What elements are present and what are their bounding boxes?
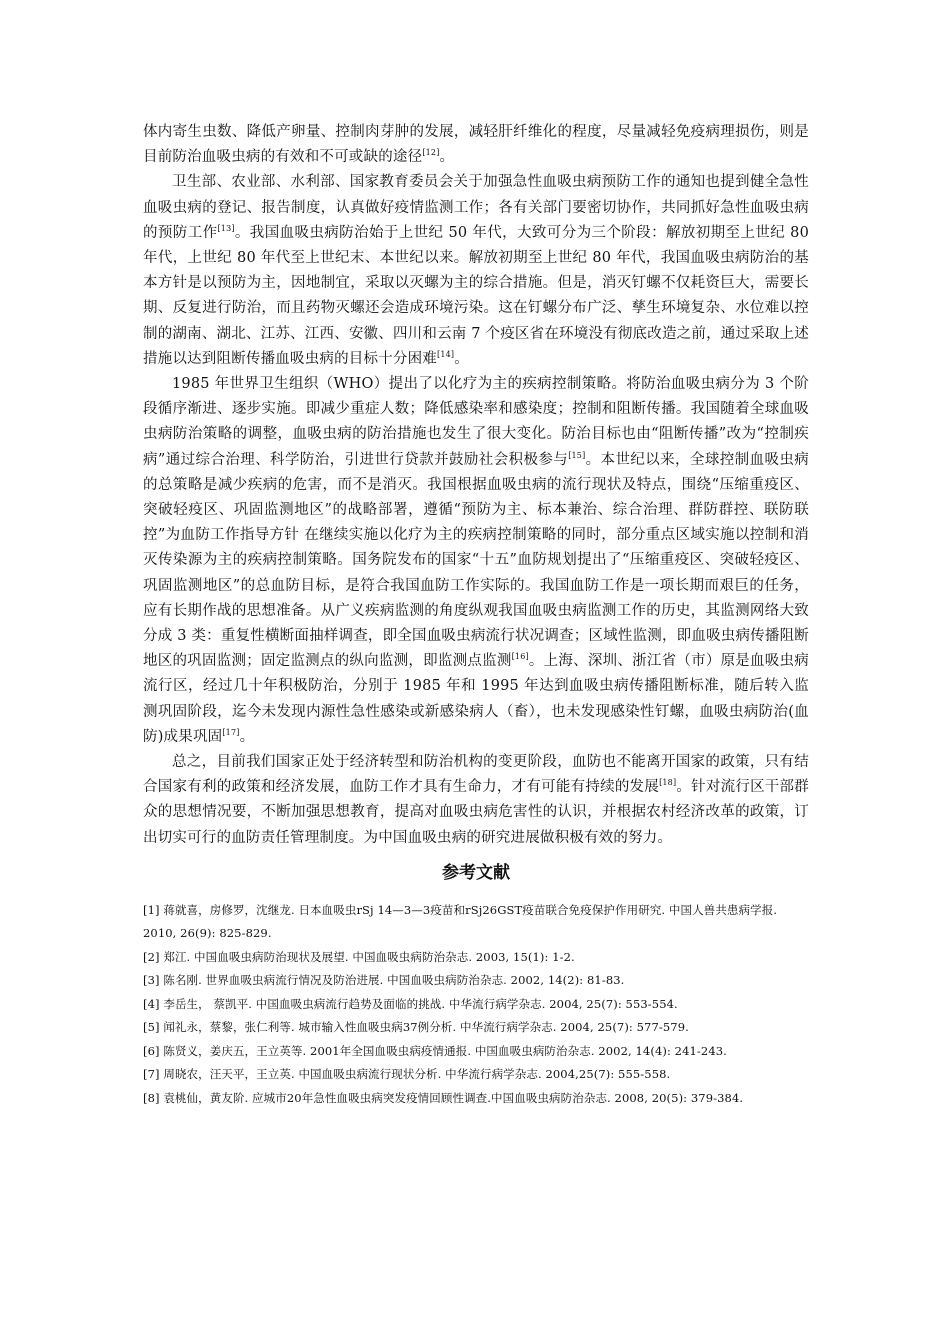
paragraph-text: 。我国血吸虫病防治始于上世纪 50 年代，大致可分为三个阶段：解放初期至上世纪 80 年代，上世纪 80 年代至上世纪末、本世纪以来。解放初期至上世纪 80 年代，我国血吸虫病防治的基本方针是以预防为主，因地制宜，采取以灭螺为主的综合措施。但是，消灭钉螺不仅耗资巨大，需要长期、反复进行防治，而且药物灭螺还会造成环境污染。这在钉螺分布广泛、孳生环境复杂、水位难以控制的湖南、湖北、江苏、江西、安徽、四川和云南 7 个疫区省在环境没有彻底改造之前，通过采取上述措施以达到阻断传播血吸虫病的目标十分困难 <box>143 224 809 367</box>
citation-marker: [15] <box>568 450 586 460</box>
citation-marker: [13] <box>217 223 235 233</box>
body-paragraph <box>143 120 809 170</box>
body-text <box>143 120 809 851</box>
paragraph-text: 。 <box>239 728 255 745</box>
paragraph-text: 卫生部、农业部、水利部、国家教育委员会关于加强急性血吸虫病预防工作的通知也提到健全急性血吸虫病的登记、报告制度，认真做好疫情监测工作；各有关部门要密切协作，共同抓好急性血吸虫病的预防工作 <box>143 174 809 241</box>
paragraph-text: 。针对流行区干部群众的思想情况要，不断加强思想教育，提高对血吸虫病危害性的认识，并根据农村经济改革的政策，订出切实可行的血防责任管理制度。为中国血吸虫病的研究进展做积极有效的努力。 <box>143 779 809 846</box>
paragraph-text: 1985 年世界卫生组织（WHO）提出了以化疗为主的疾病控制策略。将防治血吸虫病分为 3 个阶段循序渐进、逐步实施。即减少重症人数；降低感染率和感染度；控制和阻断传播。我国随着全球血吸虫病防治策略的调整，血吸虫病的防治措施也发生了很大变化。防治目标也由“阻断传播”改为“控制疾病”通过综合治理、科学防治，引进世行贷款并鼓励社会积极参与 <box>143 376 809 468</box>
citation-marker: [12] <box>422 148 440 158</box>
paragraph-text: 总之，目前我们国家正处于经济转型和防治机构的变更阶段，血防也不能离开国家的政策，只有结合国家有利的政策和经济发展，血防工作才具有生命力，才有可能有持续的发展 <box>143 754 809 796</box>
body-paragraph <box>143 750 809 851</box>
reference-item: [2] 郑江. 中国血吸虫病防治现状及展望. 中国血吸虫病防治杂志. 2003, 15(1): 1-2. <box>143 949 575 964</box>
references-list <box>143 899 809 1111</box>
reference-item: [6] 陈贤义，姜庆五，王立英等. 2001年全国血吸虫病疫情通报. 中国血吸虫病防治杂志. 2002, 14(4): 241-243. <box>143 1043 727 1058</box>
paragraph-text: 。 <box>454 350 469 367</box>
citation-marker: [16] <box>511 652 529 662</box>
paragraph-text: 体内寄生虫数、降低产卵量、控制肉芽肿的发展，减轻肝纤维化的程度，尽量减轻免疫病理损伤，则是目前防治血吸虫病的有效和不可或缺的途径 <box>143 124 809 166</box>
references-heading: 参考文献 <box>442 862 510 883</box>
paragraph-text: 。本世纪以来，全球控制血吸虫病的总策略是减少疾病的危害，而不是消灭。我国根据血吸虫病的流行现状及特点，围绕“压缩重疫区、突破轻疫区、巩固监测地区”的战略部署，遵循“预防为主、标本兼治、综合治理、群防群控、联防联控”为血防工作指导方针 在继续实施以化疗为主的疾病控制策略的同时，部分重点区域实施以控制和消灭传染源为主的疾病控制策略。国务院发布的国家“十五”血防规划提出了“压缩重疫区、突破轻疫区、巩固监测地区”的总血防目标，是符合我国血防工作实际的。我国血防工作是一项长期而艰巨的任务，应有长期作战的思想准备。从广义疾病监测的角度纵观我国血吸虫病监测工作的历史，其监测网络大致分成 3 类：重复性横断面抽样调查，即全国血吸虫病流行状况调查；区域性监测，即血吸虫病传播阻断地区的巩固监测；固定监测点的纵向监测，即监测点监测 <box>143 451 810 670</box>
body-paragraph <box>143 372 809 750</box>
reference-item: [5] 闻礼永，蔡黎，张仁利等. 城市输入性血吸虫病37例分析. 中华流行病学杂志. 2004, 25(7): 577-579. <box>143 1020 689 1035</box>
paragraph-text: 。 <box>439 149 455 166</box>
citation-marker: [17] <box>222 728 240 738</box>
citation-marker: [14] <box>437 350 455 359</box>
document-page <box>143 120 809 1110</box>
citation-marker: [18] <box>659 778 677 788</box>
reference-item: [3] 陈名刚. 世界血吸虫病流行情况及防治进展. 中国血吸虫病防治杂志. 2002, 14(2): 81-83. <box>143 973 625 988</box>
body-paragraph <box>143 170 809 372</box>
reference-item: [8] 袁桃仙，黄友阶. 应城市20年急性血吸虫病突发疫情回顾性调查.中国血吸虫病防治杂志. 2008, 20(5): 379-384. <box>143 1090 744 1105</box>
reference-item: [1] 蒋就喜，房修罗，沈继龙. 日本血吸虫rSj 14—3—3疫苗和rSj26GST疫苗联合免疫保护作用研究. 中国人兽共患病学报. 2010, 26(9): 825-829. <box>143 902 778 941</box>
reference-item: [7] 周晓农，汪天平，王立英. 中国血吸虫病流行现状分析. 中华流行病学杂志. 2004,25(7): 555-558. <box>143 1067 671 1082</box>
paragraph-text: 。上海、深圳、浙江省（市）原是血吸虫病流行区，经过几十年积极防治，分别于 1985 年和 1995 年达到血吸虫病传播阻断标准，随后转入监测巩固阶段，迄今未发现内源性急性感染或新感染病人（畜），也未发现感染性钉螺，血吸虫病防治(血防)成果巩固 <box>143 653 809 745</box>
reference-item: [4] 李岳生， 蔡凯平. 中国血吸虫病流行趋势及面临的挑战. 中华流行病学杂志. 2004, 25(7): 553-554. <box>143 996 678 1011</box>
